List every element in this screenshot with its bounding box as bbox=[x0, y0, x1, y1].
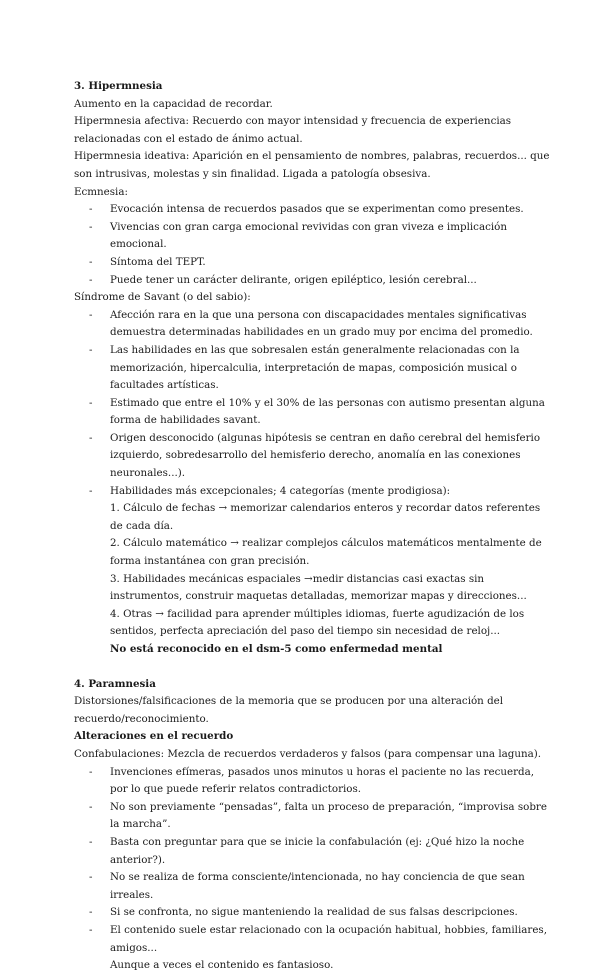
section-4-title: 4. Paramnesia bbox=[74, 677, 156, 690]
list-item: - Estimado que entre el 10% y el 30% de las personas con autismo presentan alguna forma de habilidades savant. bbox=[74, 395, 554, 430]
list-item bbox=[74, 922, 554, 975]
list-item-continuation: Aunque a veces el contenido es fantasioso. bbox=[110, 959, 334, 972]
paragraph: Aumento en la capacidad de recordar. bbox=[74, 97, 273, 110]
paragraph: Hipermnesia afectiva: Recuerdo con mayor intensidad y frecuencia de experiencias relacionadas con el estado de ánimo actual. bbox=[74, 115, 512, 145]
list-item: - Evocación intensa de recuerdos pasados que se experimentan como presentes. bbox=[74, 201, 554, 219]
subheading: Alteraciones en el recuerdo bbox=[74, 730, 234, 743]
list-item: - Vivencias con gran carga emocional revividas con gran viveza e implicación emocional. bbox=[74, 219, 554, 254]
savant-list bbox=[74, 307, 554, 659]
list-item: - Síntoma del TEPT. bbox=[74, 254, 554, 272]
list-item: - No son previamente “pensadas”, falta un proceso de preparación, “improvisa sobre la marcha”. bbox=[74, 799, 554, 834]
paragraph: Hipermnesia ideativa: Aparición en el pensamiento de nombres, palabras, recuerdos... que son intrusivas, molestas y sin finalidad. Ligada a patología obsesiva. bbox=[74, 150, 550, 180]
paragraph: Distorsiones/falsificaciones de la memoria que se producen por una alteración del recuerdo/reconocimiento. bbox=[74, 695, 504, 725]
list-item-text: - Habilidades más excepcionales; 4 categorías (mente prodigiosa): bbox=[110, 484, 451, 497]
section-gap bbox=[74, 659, 554, 676]
list-item: - Si se confronta, no sigue manteniendo la realidad de sus falsas descripciones. bbox=[74, 904, 554, 922]
category-item: 3. Habilidades mecánicas espaciales →medir distancias casi exactas sin instrumentos, construir maquetas detalladas, memorizar mapas y direcciones... bbox=[110, 572, 527, 603]
savant-label: Síndrome de Savant (o del sabio): bbox=[74, 291, 251, 304]
document-content bbox=[74, 78, 554, 975]
list-item: - Invenciones efímeras, pasados unos minutos u horas el paciente no las recuerda, por lo que puede referir relatos contradictorios. bbox=[74, 764, 554, 799]
list-item: - Origen desconocido (algunas hipótesis se centran en daño cerebral del hemisferio izquierdo, sobredesarrollo del hemisferio derecho, anomalía en las conexiones neuronales...). bbox=[74, 430, 554, 483]
category-item: 1. Cálculo de fechas → memorizar calendarios enteros y recordar datos referentes de cada día. bbox=[110, 502, 541, 532]
confabulation-list bbox=[74, 764, 554, 975]
ecmnesia-label: Ecmnesia: bbox=[74, 185, 128, 198]
confabulation-label: Confabulaciones: Mezcla de recuerdos verdaderos y falsos (para compensar una laguna). bbox=[74, 747, 542, 760]
dsm-note: No está reconocido en el dsm-5 como enfermedad mental bbox=[110, 643, 443, 655]
list-item: - Puede tener un carácter delirante, origen epiléptico, lesión cerebral... bbox=[74, 272, 554, 290]
category-item: 4. Otras → facilidad para aprender múltiples idiomas, fuerte agudización de los sentidos, perfecta apreciación del paso del tiempo sin necesidad de reloj... bbox=[110, 607, 525, 638]
section-3-title: 3. Hipermnesia bbox=[74, 80, 163, 92]
list-item bbox=[74, 483, 554, 659]
list-item: - Basta con preguntar para que se inicie la confabulación (ej: ¿Qué hizo la noche anterior?). bbox=[74, 834, 554, 869]
ecmnesia-list bbox=[74, 201, 554, 289]
list-item: - Afección rara en la que una persona con discapacidades mentales significativas demuestra determinadas habilidades en un grado muy por encima del promedio. bbox=[74, 307, 554, 342]
list-item: - Las habilidades en las que sobresalen están generalmente relacionadas con la memorización, hipercalculia, interpretación de mapas, composición musical o facultades artísticas. bbox=[74, 342, 554, 395]
list-item: - No se realiza de forma consciente/intencionada, no hay conciencia de que sean irreales. bbox=[74, 869, 554, 904]
list-item-text: - El contenido suele estar relacionado con la ocupación habitual, hobbies, familiares, amigos... bbox=[110, 923, 547, 954]
category-item: 2. Cálculo matemático → realizar complejos cálculos matemáticos mentalmente de forma instantánea con gran precisión. bbox=[110, 537, 542, 568]
